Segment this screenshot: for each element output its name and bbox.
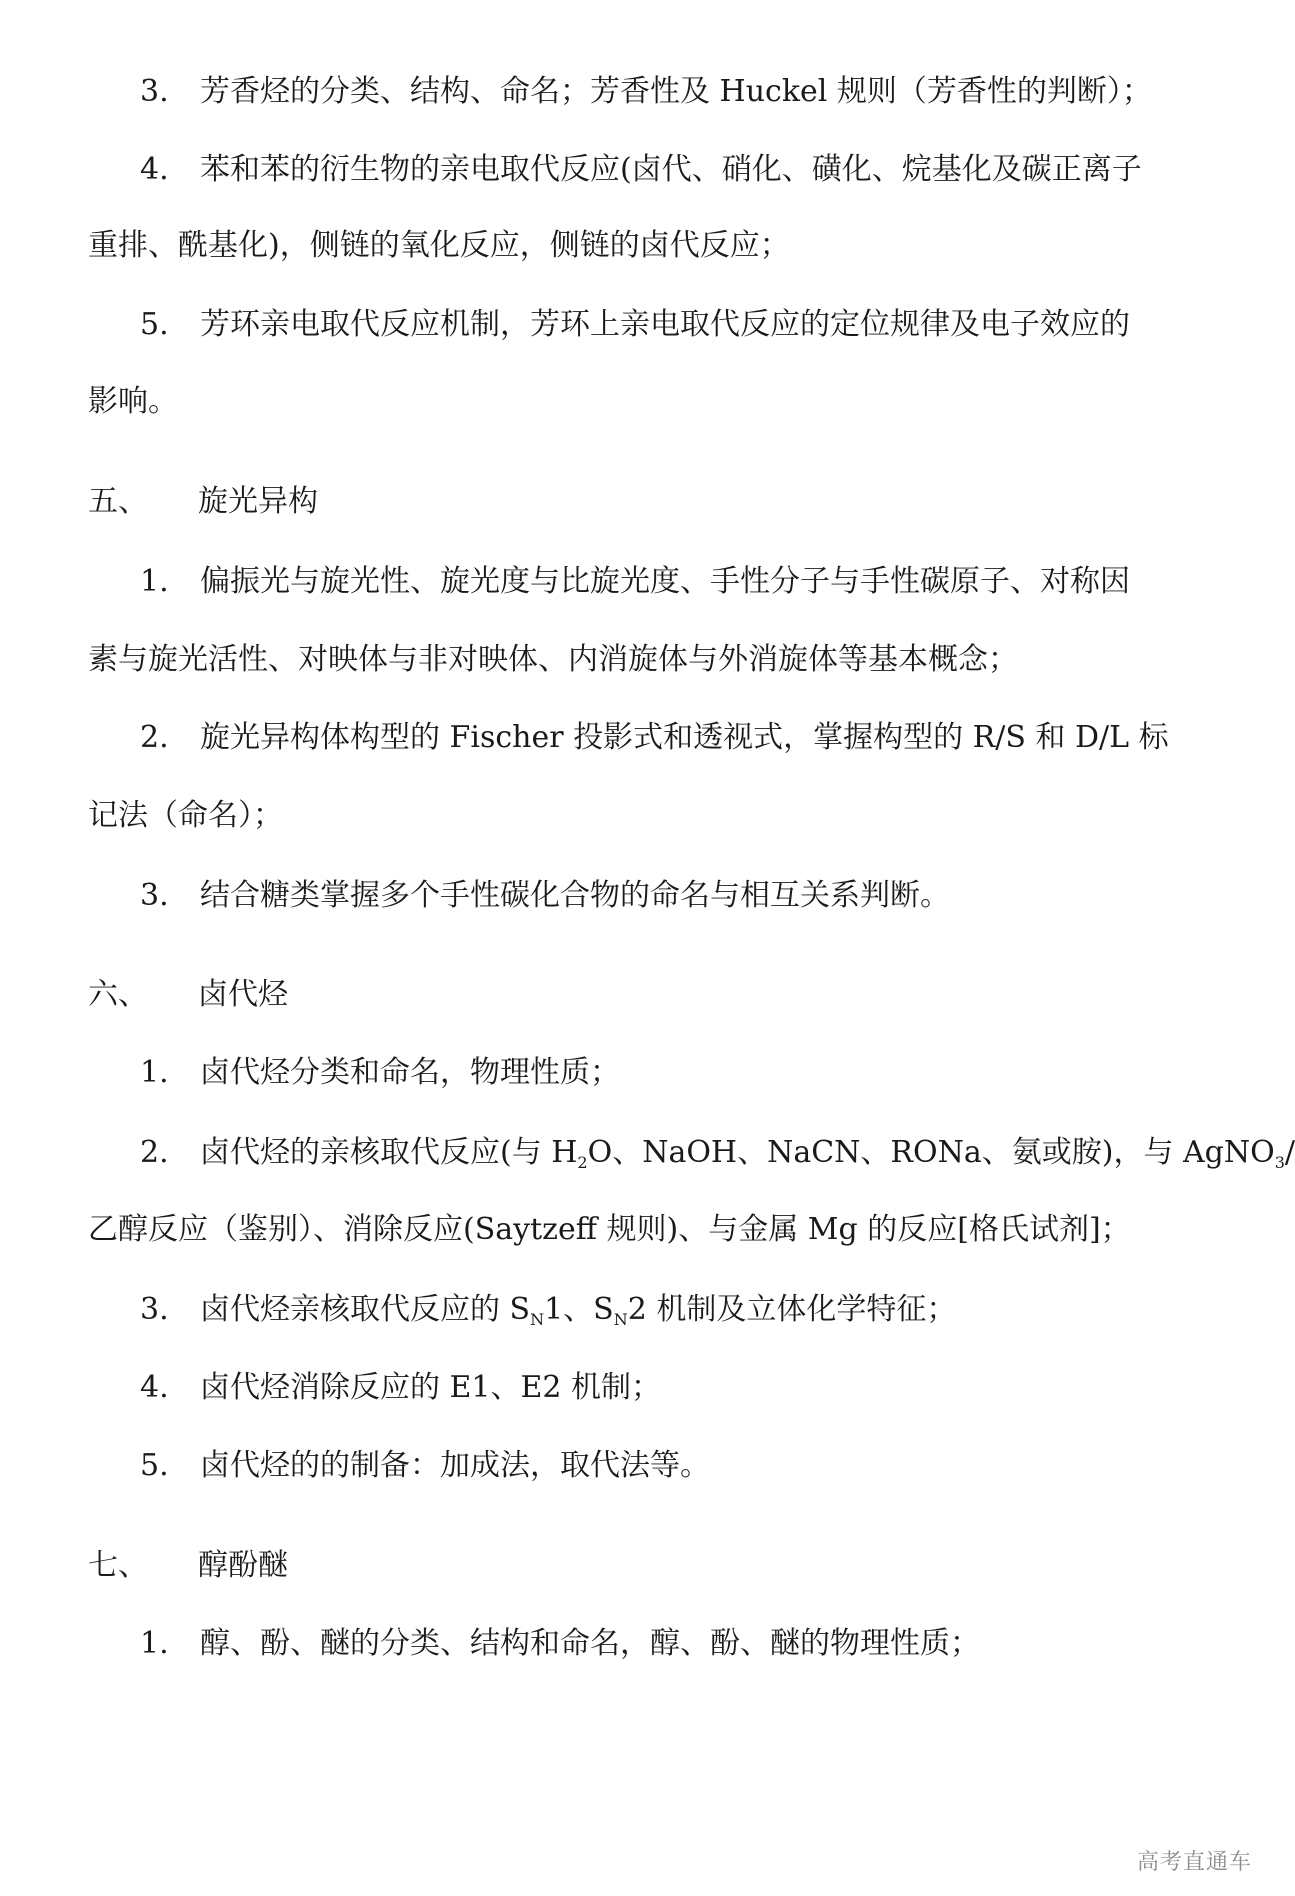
item-number: 1. — [140, 1626, 169, 1661]
item-text: 芳香烃的分类、结构、命名；芳香性及 Huckel 规则（芳香性的判断）； — [200, 74, 1152, 109]
item-continuation: 记法（命名）； — [88, 798, 283, 833]
section-heading — [88, 1546, 1188, 1586]
item-text-part: 卤代烃亲核取代反应的 S — [200, 1292, 531, 1327]
section-title: 旋光异构 — [198, 484, 318, 519]
section-title: 卤代烃 — [198, 977, 288, 1012]
item-continuation: 影响。 — [88, 384, 178, 419]
list-item — [140, 1624, 1240, 1664]
item-number: 5. — [140, 307, 169, 342]
item-number: 4. — [140, 1370, 169, 1405]
item-text: 卤代烃分类和命名，物理性质； — [200, 1055, 620, 1090]
list-item — [140, 1368, 1240, 1408]
item-text: 醇、酚、醚的分类、结构和命名，醇、酚、醚的物理性质； — [200, 1626, 980, 1661]
item-number: 1. — [140, 564, 169, 599]
item-text-part: 1、S — [544, 1292, 614, 1327]
item-text: 芳环亲电取代反应机制，芳环上亲电取代反应的定位规律及电子效应的 — [200, 307, 1130, 342]
subscript: 2 — [577, 1153, 588, 1172]
list-item — [140, 150, 1240, 190]
item-text-part: O、NaOH、NaCN、RONa、氨或胺)，与 AgNO — [587, 1135, 1275, 1170]
item-text: 结合糖类掌握多个手性碳化合物的命名与相互关系判断。 — [200, 878, 950, 913]
section-number: 六、 — [88, 977, 148, 1012]
subscript: N — [613, 1310, 628, 1329]
section-heading — [88, 975, 1188, 1015]
item-text: 卤代烃的的制备：加成法，取代法等。 — [200, 1448, 710, 1483]
item-continuation: 重排、酰基化)，侧链的氧化反应，侧链的卤代反应； — [88, 228, 790, 263]
item-number: 3. — [140, 74, 169, 109]
item-number: 3. — [140, 878, 169, 913]
item-text: 旋光异构体构型的 Fischer 投影式和透视式，掌握构型的 R/S 和 D/L 标 — [200, 720, 1169, 755]
item-number: 3. — [140, 1292, 169, 1327]
list-item — [140, 718, 1240, 758]
item-text-part: 2 机制及立体化学特征； — [627, 1292, 957, 1327]
section-title: 醇酚醚 — [198, 1548, 288, 1583]
list-item — [140, 72, 1240, 112]
item-text-part: / — [1284, 1135, 1295, 1170]
item-text: 苯和苯的衍生物的亲电取代反应(卤代、硝化、磺化、烷基化及碳正离子 — [200, 152, 1142, 187]
item-number: 2. — [140, 1135, 169, 1170]
item-number: 4. — [140, 152, 169, 187]
list-item — [140, 1446, 1240, 1486]
list-item — [140, 305, 1240, 345]
item-text-part: 卤代烃的亲核取代反应(与 H — [200, 1135, 578, 1170]
item-continuation: 素与旋光活性、对映体与非对映体、内消旋体与外消旋体等基本概念； — [88, 642, 1018, 677]
section-number: 五、 — [88, 484, 148, 519]
subscript: 3 — [1274, 1153, 1285, 1172]
section-heading — [88, 482, 1188, 522]
list-item — [140, 1133, 1295, 1173]
item-continuation: 乙醇反应（鉴别）、消除反应(Saytzeff 规则)、与金属 Mg 的反应[格氏试剂]； — [88, 1212, 1131, 1247]
item-number: 1. — [140, 1055, 169, 1090]
item-text: 卤代烃消除反应的 E1、E2 机制； — [200, 1370, 662, 1405]
list-item — [140, 876, 1240, 916]
watermark: 高考直通车 — [1136, 1850, 1252, 1875]
item-text: 偏振光与旋光性、旋光度与比旋光度、手性分子与手性碳原子、对称因 — [200, 564, 1130, 599]
item-number: 5. — [140, 1448, 169, 1483]
list-item — [140, 1290, 1240, 1330]
list-item — [140, 562, 1240, 602]
item-number: 2. — [140, 720, 169, 755]
section-number: 七、 — [88, 1548, 148, 1583]
list-item — [140, 1053, 1240, 1093]
subscript: N — [530, 1310, 545, 1329]
